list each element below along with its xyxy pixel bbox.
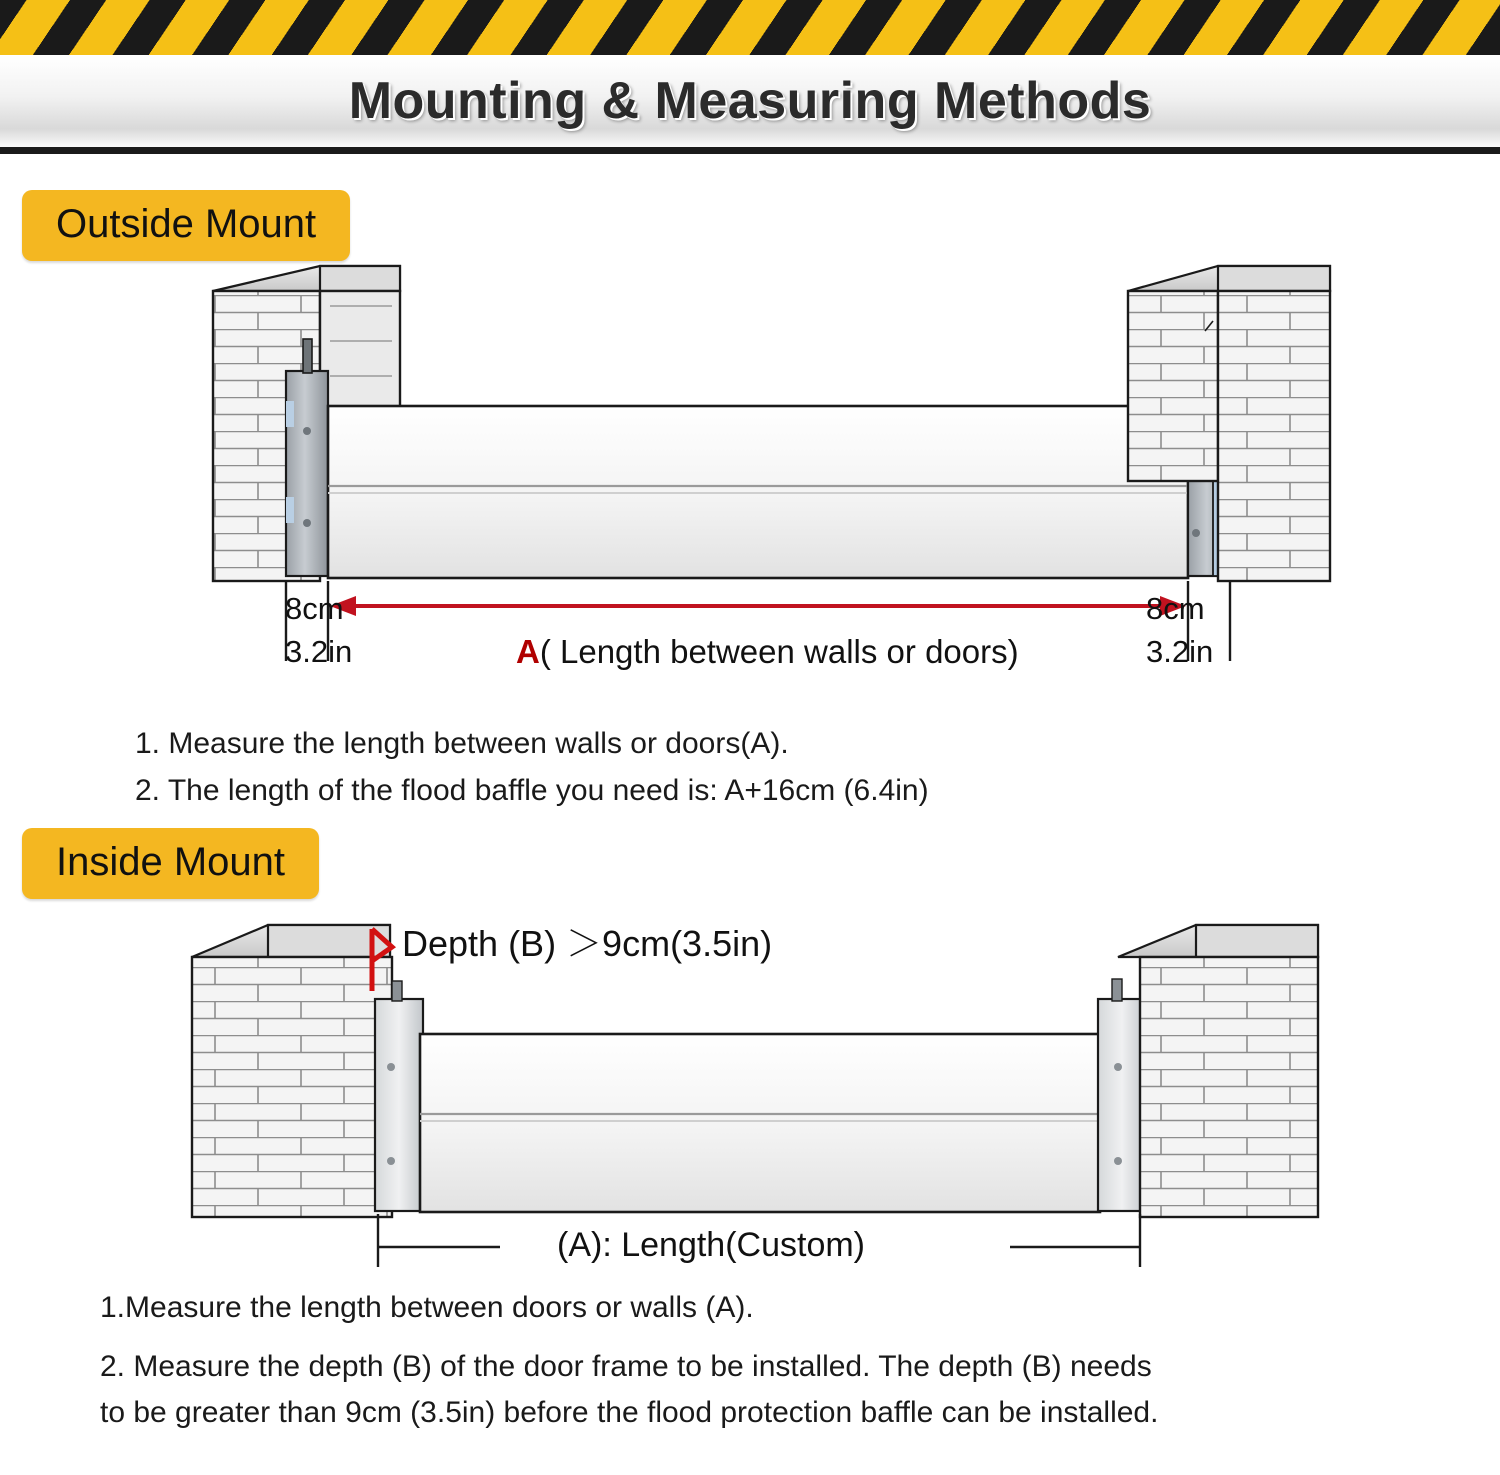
inside-mount-diagram — [0, 899, 1500, 1279]
outside-instruction-2: 2. The length of the flood baffle you need is: A+16cm (6.4in) — [135, 773, 929, 807]
dimension-arrow-a — [330, 596, 1186, 616]
left-mounting-bracket — [286, 339, 328, 576]
right-gap-in-label: 3.2in — [1146, 634, 1214, 669]
inside-instruction-2-text: 2. Measure the depth (B) of the door frame to be installed. The depth (B) needs — [100, 1349, 1152, 1383]
depth-label: Depth (B) ＞9cm(3.5in) — [402, 923, 773, 964]
inside-instruction-3: to be greater than 9cm (3.5in) before the flood protection baffle can be installed. — [100, 1396, 1159, 1429]
dimension-a-letter: A — [516, 633, 540, 670]
hazard-stripe-banner — [0, 0, 1500, 61]
dimension-a-caption — [516, 633, 1019, 671]
page-header — [0, 0, 1500, 162]
left-gap-cm-label: 8cm — [285, 591, 344, 626]
inside-mount-instructions — [0, 1285, 1500, 1437]
section-outside-mount — [0, 162, 1500, 807]
left-gap-in-label: 3.2in — [285, 634, 353, 669]
outside-mount-diagram — [0, 261, 1500, 781]
outside-mount-illustration — [0, 261, 1500, 781]
length-custom-label: (A): Length(Custom) — [557, 1226, 865, 1264]
page-title: Mounting & Measuring Methods — [348, 72, 1152, 130]
outside-instruction-1: 1. Measure the length between walls or doors(A). — [135, 727, 789, 760]
section-inside-mount — [0, 802, 1500, 1437]
inside-instruction-1: 1.Measure the length between doors or walls (A). — [100, 1291, 754, 1324]
dimension-a-text: ( Length between walls or doors) — [539, 633, 1019, 670]
section-tag-inside-mount: Inside Mount — [22, 828, 319, 899]
section-tag-outside-mount: Outside Mount — [22, 190, 350, 261]
inside-instruction-2 — [100, 1344, 1500, 1391]
flood-baffle-panel-inside — [420, 1034, 1100, 1212]
right-gap-cm-label: 8cm — [1146, 591, 1205, 626]
left-wall-pillar-inside — [192, 925, 392, 1217]
title-band — [0, 55, 1500, 154]
flood-baffle-panel — [328, 406, 1188, 578]
right-wall-pillar-inside — [1118, 925, 1318, 1217]
